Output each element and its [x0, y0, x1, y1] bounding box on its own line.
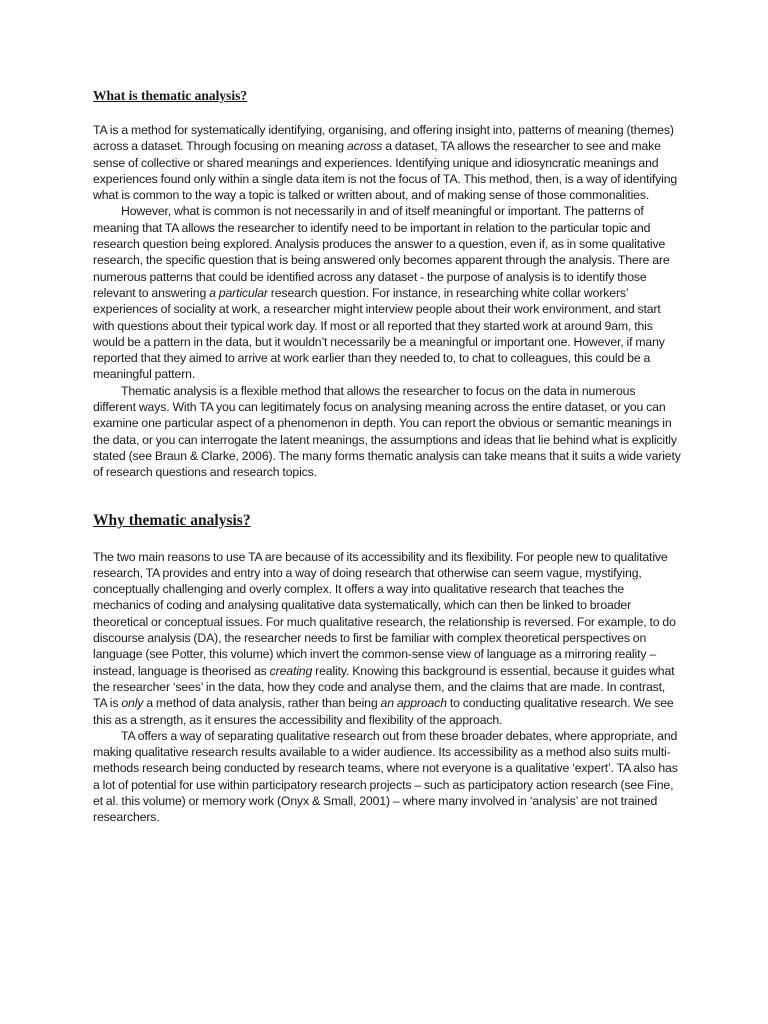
text-run: research question. For instance, in researching white collar workers’ experiences of sociality at work, a researcher might interview people about their work environment, and start with questions about their typical work day. If most or all reported that they started work at around 9am, this would be a pattern in the data, but it wouldn’t necessarily be a meaningful or important one. However, if many reported that they aimed to arrive at work earlier than they needed to, to chat to colleagues, this could be a meaningful pattern.: [93, 285, 665, 382]
text-run-italic: an approach: [380, 696, 447, 711]
paragraph: [93, 383, 681, 481]
text-run: TA offers a way of separating qualitative research out from these broader debates, where appropriate, and making qualitative research results available to a wider audience. Its accessibility as a method also suits multi-methods research being conducted by research teams, where not everyone is a qualitative ‘expert’. TA also has a lot of potential for use within participatory research projects – such as participatory action research (see Fine, et al. this volume) or memory work (Onyx & Small, 2001) – where many involved in ‘analysis’ are not trained researchers.: [93, 728, 678, 825]
paragraph: [93, 549, 681, 728]
text-run: Thematic analysis is a flexible method that allows the researcher to focus on the data in numerous different ways. With TA you can legitimately focus on analysing meaning across the entire dataset, or you can examine one particular aspect of a phenomenon in depth. You can report the obvious or semantic meanings in the data, or you can interrogate the latent meanings, the assumptions and ideas that lie behind what is explicitly stated (see Braun & Clarke, 2006). The many forms thematic analysis can take means that it suits a wide variety of research questions and research topics.: [93, 383, 681, 480]
text-run: reality. Knowing this background is essential, because it guides what the researcher ‘sees’ in the data, how they code and analyse them, and the claims that are made. In contrast, TA is: [93, 663, 675, 711]
document-body: [93, 87, 681, 826]
text-run: However, what is common is not necessarily in and of itself meaningful or important. The patterns of meaning that TA allows the researcher to identify need to be important in relation to the particular topic and research question being explored. Analysis produces the answer to a question, even if, as in some qualitative research, the specific question that is being answered only becomes apparent through the analysis. There are numerous patterns that could be identified across any dataset - the purpose of analysis is to identify those relevant to answering: [93, 204, 670, 300]
paragraph: [93, 122, 681, 203]
paragraph: [93, 728, 681, 826]
section-heading-why-ta: Why thematic analysis?: [93, 511, 251, 529]
text-run: to conducting qualitative research. We see this as a strength, as it ensures the accessibility and flexibility of the approach.: [93, 696, 674, 727]
text-run-italic: only: [121, 696, 144, 711]
text-run: a method of data analysis, rather than being: [143, 696, 381, 711]
text-run: TA is a method for systematically identifying, organising, and offering insight into, patterns of meaning (themes) across a dataset. Through focusing on meaning: [93, 123, 674, 154]
section-heading-what-is-ta: What is thematic analysis?: [93, 88, 248, 103]
text-run: a dataset, TA allows the researcher to see and make sense of collective or shared meanings and experiences. Identifying unique and idiosyncratic meanings and experiences found only within a single data item is not the focus of TA. This method, then, is a way of identifying what is common to the way a topic is talked or written about, and of making sense of those commonalities.: [93, 139, 678, 203]
text-run: The two main reasons to use TA are because of its accessibility and its flexibility. For people new to qualitative research, TA provides and entry into a way of doing research that otherwise can seem vague, mystifying, conceptually challenging and overly complex. It offers a way into qualitative research that teaches the mechanics of coding and analysing qualitative data systematically, which can then be linked to broader theoretical or conceptual issues. For much qualitative research, the relationship is reversed. For example, to do discourse analysis (DA), the researcher needs to first be familiar with complex theoretical perspectives on language (see Potter, this volume) which invert the common-sense view of language as a mirroring reality – instead, language is theorised as: [93, 549, 676, 678]
paragraph: [93, 203, 681, 382]
text-run-italic: a particular: [209, 285, 268, 300]
text-run-italic: across: [346, 139, 383, 154]
text-run-italic: creating: [269, 663, 313, 678]
